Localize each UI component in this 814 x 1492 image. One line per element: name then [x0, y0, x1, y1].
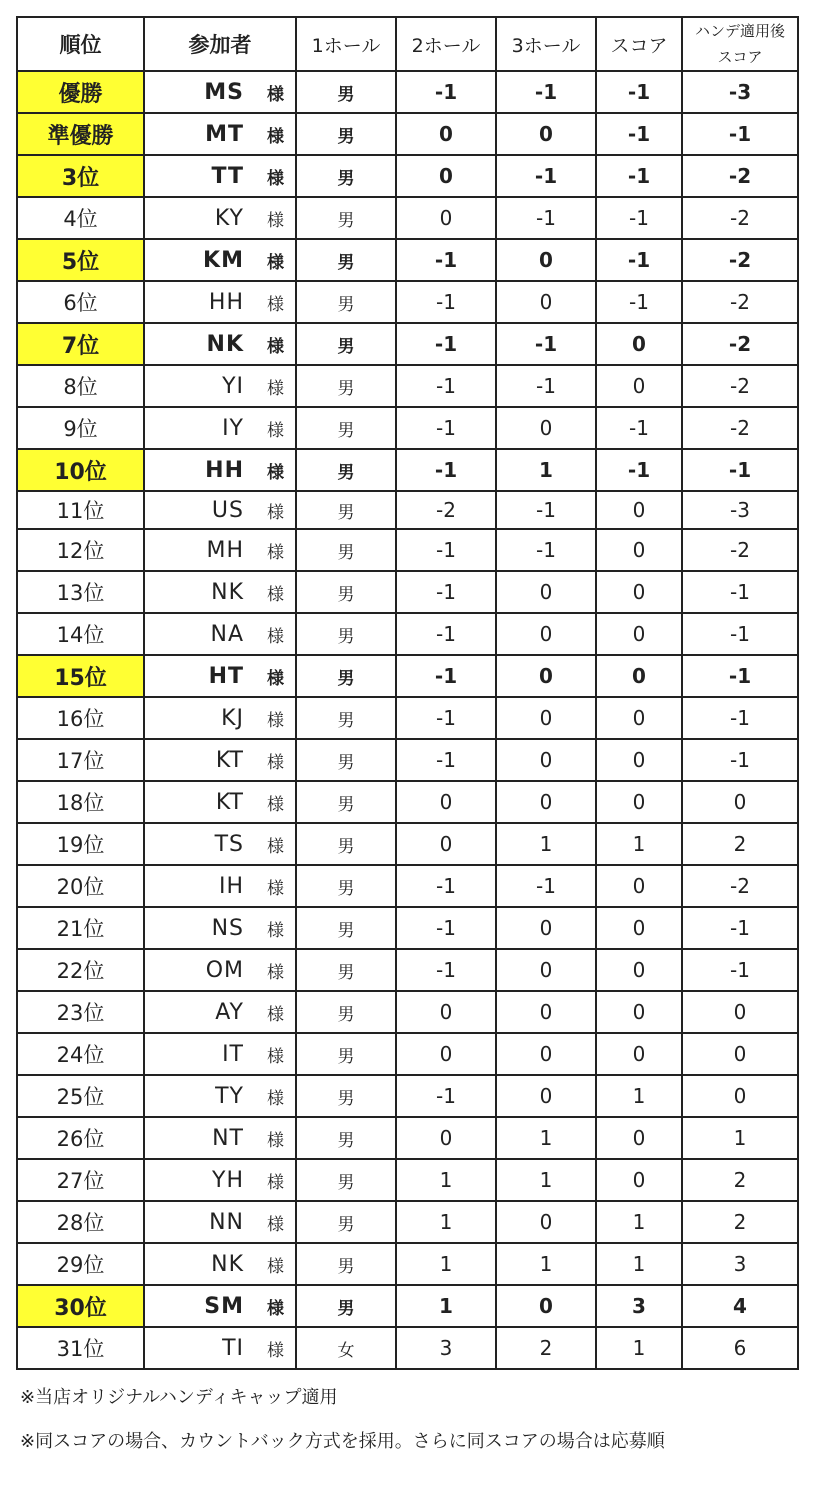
rank-cell: 31位 — [17, 1327, 144, 1369]
sex-cell: 男 — [296, 323, 396, 365]
hole3-cell: 0 — [596, 365, 682, 407]
score-cell: 6 — [682, 1327, 798, 1369]
rank-cell: 21位 — [17, 907, 144, 949]
hole2-header: 2ホール — [396, 17, 496, 71]
honorific-cell: 様 — [258, 823, 296, 865]
honorific-cell: 様 — [258, 155, 296, 197]
score-cell: 0 — [682, 991, 798, 1033]
participant-name-cell: KT — [144, 739, 258, 781]
participant-name-cell: SM — [144, 1285, 258, 1327]
hole2-cell: 0 — [496, 991, 596, 1033]
honorific-cell: 様 — [258, 1033, 296, 1075]
hole2-cell: 0 — [496, 239, 596, 281]
hole3-cell: 0 — [596, 739, 682, 781]
participant-name-cell: TT — [144, 155, 258, 197]
table-row — [17, 113, 798, 155]
score-cell: -1 — [682, 907, 798, 949]
hole2-cell: -1 — [496, 365, 596, 407]
score-cell: -1 — [682, 613, 798, 655]
honorific-cell: 様 — [258, 1117, 296, 1159]
hole1-cell: 1 — [396, 1285, 496, 1327]
hole1-cell: 0 — [396, 781, 496, 823]
participant-name-cell: TS — [144, 823, 258, 865]
score-cell: 2 — [682, 1201, 798, 1243]
hole2-cell: -1 — [496, 323, 596, 365]
table-row — [17, 281, 798, 323]
table-row — [17, 449, 798, 491]
honorific-cell: 様 — [258, 1201, 296, 1243]
rank-cell: 5位 — [17, 239, 144, 281]
honorific-cell: 様 — [258, 529, 296, 571]
rank-cell: 24位 — [17, 1033, 144, 1075]
sex-cell: 男 — [296, 655, 396, 697]
participant-name-cell: KT — [144, 781, 258, 823]
handicap-score-header — [682, 17, 798, 71]
sex-cell: 男 — [296, 239, 396, 281]
rank-cell: 18位 — [17, 781, 144, 823]
hole1-cell: -1 — [396, 571, 496, 613]
participant-name-cell: NA — [144, 613, 258, 655]
honorific-cell: 様 — [258, 781, 296, 823]
rank-cell: 準優勝 — [17, 113, 144, 155]
participant-name-cell: IH — [144, 865, 258, 907]
sex-cell: 男 — [296, 407, 396, 449]
score-cell: -1 — [682, 449, 798, 491]
sex-cell: 男 — [296, 449, 396, 491]
hole1-cell: -1 — [396, 365, 496, 407]
score-cell: -3 — [682, 71, 798, 113]
hole1-cell: -1 — [396, 907, 496, 949]
hole3-cell: 0 — [596, 323, 682, 365]
hole3-cell: -1 — [596, 71, 682, 113]
handicap-header-line1: ハンデ適用後 — [694, 22, 785, 40]
hole3-cell: -1 — [596, 281, 682, 323]
table-row — [17, 1159, 798, 1201]
hole1-cell: 0 — [396, 823, 496, 865]
hole1-cell: 0 — [396, 1117, 496, 1159]
honorific-cell: 様 — [258, 491, 296, 529]
participant-header: 参加者 — [144, 17, 296, 71]
honorific-cell: 様 — [258, 739, 296, 781]
participant-name-cell: IT — [144, 1033, 258, 1075]
hole3-cell: -1 — [596, 197, 682, 239]
rank-cell: 12位 — [17, 529, 144, 571]
table-row — [17, 571, 798, 613]
hole3-cell: 0 — [596, 697, 682, 739]
hole3-cell: 1 — [596, 823, 682, 865]
table-row — [17, 71, 798, 113]
table-row — [17, 1075, 798, 1117]
rank-cell: 17位 — [17, 739, 144, 781]
score-cell: -2 — [682, 281, 798, 323]
hole1-cell: -1 — [396, 739, 496, 781]
honorific-cell: 様 — [258, 697, 296, 739]
sex-cell: 男 — [296, 1117, 396, 1159]
honorific-cell: 様 — [258, 1327, 296, 1369]
honorific-cell: 様 — [258, 365, 296, 407]
sex-cell: 男 — [296, 1033, 396, 1075]
hole3-cell: 0 — [596, 1033, 682, 1075]
hole2-cell: 1 — [496, 1117, 596, 1159]
participant-name-cell: TY — [144, 1075, 258, 1117]
hole3-cell: 0 — [596, 529, 682, 571]
rank-header: 順位 — [17, 17, 144, 71]
hole2-cell: 0 — [496, 571, 596, 613]
hole2-cell: 0 — [496, 113, 596, 155]
score-cell: -2 — [682, 365, 798, 407]
honorific-cell: 様 — [258, 113, 296, 155]
rank-cell: 23位 — [17, 991, 144, 1033]
sex-cell: 女 — [296, 1327, 396, 1369]
hole2-cell: -1 — [496, 197, 596, 239]
hole1-cell: 0 — [396, 991, 496, 1033]
sex-cell: 男 — [296, 823, 396, 865]
table-row — [17, 1243, 798, 1285]
rank-cell: 30位 — [17, 1285, 144, 1327]
rank-cell: 25位 — [17, 1075, 144, 1117]
hole1-cell: -1 — [396, 71, 496, 113]
table-row — [17, 491, 798, 529]
hole1-cell: -1 — [396, 529, 496, 571]
hole1-cell: -1 — [396, 407, 496, 449]
honorific-cell: 様 — [258, 949, 296, 991]
participant-name-cell: AY — [144, 991, 258, 1033]
hole1-cell: -1 — [396, 949, 496, 991]
table-row — [17, 1033, 798, 1075]
participant-name-cell: NK — [144, 323, 258, 365]
score-cell: 0 — [682, 1075, 798, 1117]
score-cell: -2 — [682, 197, 798, 239]
participant-name-cell: TI — [144, 1327, 258, 1369]
score-cell: 2 — [682, 823, 798, 865]
score-cell: -2 — [682, 239, 798, 281]
honorific-cell: 様 — [258, 197, 296, 239]
rank-cell: 優勝 — [17, 71, 144, 113]
rank-cell: 29位 — [17, 1243, 144, 1285]
table-row — [17, 613, 798, 655]
sex-cell: 男 — [296, 949, 396, 991]
table-row — [17, 155, 798, 197]
hole1-cell: 1 — [396, 1159, 496, 1201]
hole2-cell: 1 — [496, 1159, 596, 1201]
rank-cell: 4位 — [17, 197, 144, 239]
table-row — [17, 365, 798, 407]
sex-cell: 男 — [296, 865, 396, 907]
honorific-cell: 様 — [258, 323, 296, 365]
participant-name-cell: HT — [144, 655, 258, 697]
handicap-header-line2: スコア — [717, 48, 763, 66]
hole1-cell: 1 — [396, 1201, 496, 1243]
honorific-cell: 様 — [258, 281, 296, 323]
sex-cell: 男 — [296, 491, 396, 529]
hole2-cell: 0 — [496, 739, 596, 781]
hole3-cell: 0 — [596, 991, 682, 1033]
table-row — [17, 239, 798, 281]
hole2-cell: -1 — [496, 529, 596, 571]
hole2-cell: 0 — [496, 407, 596, 449]
honorific-cell: 様 — [258, 907, 296, 949]
score-cell: 2 — [682, 1159, 798, 1201]
participant-name-cell: KM — [144, 239, 258, 281]
participant-name-cell: HH — [144, 449, 258, 491]
sex-cell: 男 — [296, 1075, 396, 1117]
hole3-cell: -1 — [596, 449, 682, 491]
hole3-cell: 1 — [596, 1243, 682, 1285]
hole3-cell: 0 — [596, 1117, 682, 1159]
table-row — [17, 529, 798, 571]
participant-name-cell: US — [144, 491, 258, 529]
sex-cell: 男 — [296, 1159, 396, 1201]
hole3-cell: 0 — [596, 1159, 682, 1201]
hole1-cell: -1 — [396, 1075, 496, 1117]
rank-cell: 7位 — [17, 323, 144, 365]
hole3-cell: 0 — [596, 949, 682, 991]
sex-cell: 男 — [296, 529, 396, 571]
sex-cell: 男 — [296, 991, 396, 1033]
honorific-cell: 様 — [258, 1075, 296, 1117]
sex-cell: 男 — [296, 1201, 396, 1243]
hole1-cell: -1 — [396, 239, 496, 281]
table-row — [17, 1117, 798, 1159]
hole2-cell: 0 — [496, 1201, 596, 1243]
honorific-cell: 様 — [258, 1285, 296, 1327]
honorific-cell: 様 — [258, 1243, 296, 1285]
score-cell: -1 — [682, 571, 798, 613]
hole3-cell: -1 — [596, 113, 682, 155]
hole3-cell: 0 — [596, 907, 682, 949]
table-row — [17, 655, 798, 697]
rank-cell: 28位 — [17, 1201, 144, 1243]
hole2-cell: 1 — [496, 449, 596, 491]
table-row — [17, 1285, 798, 1327]
honorific-cell: 様 — [258, 1159, 296, 1201]
score-cell: 1 — [682, 1117, 798, 1159]
participant-name-cell: KY — [144, 197, 258, 239]
sex-cell: 男 — [296, 1243, 396, 1285]
hole2-cell: -1 — [496, 865, 596, 907]
rank-cell: 27位 — [17, 1159, 144, 1201]
hole2-cell: 0 — [496, 655, 596, 697]
table-row — [17, 697, 798, 739]
table-row — [17, 781, 798, 823]
header-row — [17, 17, 798, 71]
hole2-cell: 2 — [496, 1327, 596, 1369]
rank-cell: 19位 — [17, 823, 144, 865]
hole2-cell: 0 — [496, 1285, 596, 1327]
table-row — [17, 991, 798, 1033]
hole2-cell: 0 — [496, 1033, 596, 1075]
participant-name-cell: NK — [144, 571, 258, 613]
honorific-cell: 様 — [258, 449, 296, 491]
hole2-cell: 0 — [496, 781, 596, 823]
score-cell: -1 — [682, 697, 798, 739]
hole1-cell: 0 — [396, 113, 496, 155]
table-row — [17, 1201, 798, 1243]
sex-cell: 男 — [296, 281, 396, 323]
hole3-cell: 3 — [596, 1285, 682, 1327]
sex-cell: 男 — [296, 113, 396, 155]
hole1-cell: -1 — [396, 281, 496, 323]
hole2-cell: 0 — [496, 1075, 596, 1117]
hole2-cell: -1 — [496, 155, 596, 197]
hole1-cell: -1 — [396, 613, 496, 655]
rank-cell: 15位 — [17, 655, 144, 697]
score-header: スコア — [596, 17, 682, 71]
score-cell: -1 — [682, 655, 798, 697]
sex-cell: 男 — [296, 571, 396, 613]
rank-cell: 14位 — [17, 613, 144, 655]
participant-name-cell: IY — [144, 407, 258, 449]
hole3-cell: -1 — [596, 407, 682, 449]
participant-name-cell: MT — [144, 113, 258, 155]
score-cell: -2 — [682, 529, 798, 571]
participant-name-cell: NK — [144, 1243, 258, 1285]
sex-cell: 男 — [296, 739, 396, 781]
sex-cell: 男 — [296, 1285, 396, 1327]
participant-name-cell: MH — [144, 529, 258, 571]
hole3-cell: 0 — [596, 865, 682, 907]
score-cell: 0 — [682, 781, 798, 823]
rank-cell: 11位 — [17, 491, 144, 529]
table-row — [17, 823, 798, 865]
rank-cell: 9位 — [17, 407, 144, 449]
hole3-cell: -1 — [596, 155, 682, 197]
score-cell: -2 — [682, 865, 798, 907]
hole2-cell: 1 — [496, 823, 596, 865]
hole3-header: 3ホール — [496, 17, 596, 71]
hole1-cell: 0 — [396, 155, 496, 197]
hole3-cell: -1 — [596, 239, 682, 281]
rank-cell: 13位 — [17, 571, 144, 613]
honorific-cell: 様 — [258, 407, 296, 449]
participant-name-cell: NT — [144, 1117, 258, 1159]
honorific-cell: 様 — [258, 239, 296, 281]
table-row — [17, 907, 798, 949]
honorific-cell: 様 — [258, 71, 296, 113]
table-row — [17, 949, 798, 991]
score-cell: 3 — [682, 1243, 798, 1285]
hole2-cell: 0 — [496, 613, 596, 655]
hole1-cell: -1 — [396, 323, 496, 365]
hole3-cell: 0 — [596, 491, 682, 529]
participant-name-cell: MS — [144, 71, 258, 113]
score-cell: -2 — [682, 323, 798, 365]
sex-cell: 男 — [296, 781, 396, 823]
hole2-cell: 1 — [496, 1243, 596, 1285]
hole3-cell: 0 — [596, 655, 682, 697]
hole2-cell: 0 — [496, 697, 596, 739]
table-row — [17, 1327, 798, 1369]
score-cell: 4 — [682, 1285, 798, 1327]
rank-cell: 16位 — [17, 697, 144, 739]
hole1-cell: -1 — [396, 449, 496, 491]
participant-name-cell: KJ — [144, 697, 258, 739]
honorific-cell: 様 — [258, 655, 296, 697]
table-row — [17, 407, 798, 449]
note-handicap: ※当店オリジナルハンディキャップ適用 — [20, 1387, 338, 1408]
participant-name-cell: OM — [144, 949, 258, 991]
note-countback: ※同スコアの場合、カウントバック方式を採用。さらに同スコアの場合は応募順 — [20, 1431, 665, 1452]
table-row — [17, 197, 798, 239]
score-cell: -2 — [682, 155, 798, 197]
score-cell: -3 — [682, 491, 798, 529]
table-row — [17, 739, 798, 781]
hole1-cell: 3 — [396, 1327, 496, 1369]
sex-cell: 男 — [296, 71, 396, 113]
hole2-cell: 0 — [496, 281, 596, 323]
participant-name-cell: NS — [144, 907, 258, 949]
results-table — [16, 16, 799, 1370]
hole1-cell: 0 — [396, 197, 496, 239]
rank-cell: 6位 — [17, 281, 144, 323]
sex-cell: 男 — [296, 365, 396, 407]
hole2-cell: 0 — [496, 907, 596, 949]
hole3-cell: 1 — [596, 1075, 682, 1117]
score-cell: 0 — [682, 1033, 798, 1075]
participant-name-cell: YH — [144, 1159, 258, 1201]
score-cell: -1 — [682, 113, 798, 155]
hole2-cell: -1 — [496, 71, 596, 113]
hole3-cell: 0 — [596, 571, 682, 613]
hole1-cell: -1 — [396, 655, 496, 697]
rank-cell: 3位 — [17, 155, 144, 197]
hole3-cell: 1 — [596, 1327, 682, 1369]
sex-cell: 男 — [296, 155, 396, 197]
honorific-cell: 様 — [258, 991, 296, 1033]
participant-name-cell: YI — [144, 365, 258, 407]
sex-cell: 男 — [296, 613, 396, 655]
hole1-cell: -1 — [396, 865, 496, 907]
honorific-cell: 様 — [258, 613, 296, 655]
hole1-cell: 1 — [396, 1243, 496, 1285]
honorific-cell: 様 — [258, 571, 296, 613]
score-cell: -1 — [682, 949, 798, 991]
rank-cell: 10位 — [17, 449, 144, 491]
hole3-cell: 0 — [596, 781, 682, 823]
table-row — [17, 323, 798, 365]
rank-cell: 22位 — [17, 949, 144, 991]
score-cell: -2 — [682, 407, 798, 449]
hole2-cell: -1 — [496, 491, 596, 529]
score-cell: -1 — [682, 739, 798, 781]
honorific-cell: 様 — [258, 865, 296, 907]
hole1-cell: 0 — [396, 1033, 496, 1075]
table-row — [17, 865, 798, 907]
hole3-cell: 1 — [596, 1201, 682, 1243]
hole1-cell: -1 — [396, 697, 496, 739]
hole3-cell: 0 — [596, 613, 682, 655]
hole1-header: 1ホール — [296, 17, 396, 71]
participant-name-cell: NN — [144, 1201, 258, 1243]
sex-cell: 男 — [296, 697, 396, 739]
sex-cell: 男 — [296, 907, 396, 949]
participant-name-cell: HH — [144, 281, 258, 323]
rank-cell: 8位 — [17, 365, 144, 407]
hole1-cell: -2 — [396, 491, 496, 529]
hole2-cell: 0 — [496, 949, 596, 991]
sex-cell: 男 — [296, 197, 396, 239]
rank-cell: 26位 — [17, 1117, 144, 1159]
rank-cell: 20位 — [17, 865, 144, 907]
